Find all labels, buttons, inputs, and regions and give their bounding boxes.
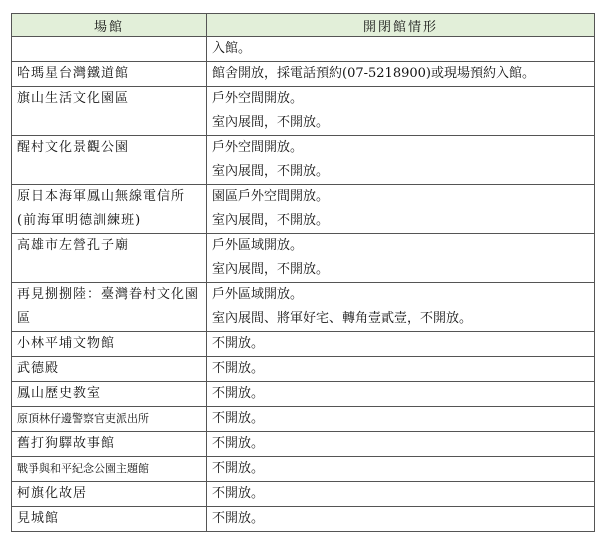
venue-cell: 見城館 [12,507,207,532]
status-cell [207,407,595,432]
status-line: 戶外區域開放。 [212,238,304,253]
status-line: 不開放。 [212,411,265,426]
venue-cell: 柯旗化故居 [12,482,207,507]
status-cell [207,87,595,136]
venue-cell: 原頂林仔邊警察官吏派出所 [12,407,207,432]
venue-cell: 再見捌捌陸：臺灣眷村文化園區 [12,283,207,332]
status-cell [207,432,595,457]
venue-cell: 鳳山歷史教室 [12,382,207,407]
table-row [12,432,595,457]
table-header-row [12,14,595,37]
status-line: 室內展間，不開放。 [212,262,330,277]
table-row [12,457,595,482]
status-line: 不開放。 [212,386,265,401]
venue-cell: 戰爭與和平紀念公園主題館 [12,457,207,482]
venue-column-header: 場館 [12,14,207,37]
status-line: 室內展間，不開放。 [212,115,330,130]
status-line: 戶外區域開放。 [212,287,304,302]
status-cell [207,62,595,87]
table-row [12,482,595,507]
venue-cell: 武德殿 [12,357,207,382]
table-row [12,37,595,62]
table-row [12,62,595,87]
status-cell [207,382,595,407]
venue-status-table [11,13,595,532]
status-cell [207,357,595,382]
table-row [12,332,595,357]
status-line: 不開放。 [212,361,265,376]
table-row [12,283,595,332]
status-line: 不開放。 [212,336,265,351]
table-row [12,234,595,283]
status-line: 戶外空間開放。 [212,91,304,106]
status-cell [207,234,595,283]
status-line: 不開放。 [212,511,265,526]
status-cell [207,482,595,507]
status-column-header: 開閉館情形 [207,14,595,37]
status-line: 入館。 [212,41,252,56]
venue-cell: 哈瑪星台灣鐵道館 [12,62,207,87]
status-cell [207,185,595,234]
venue-cell: 高雄市左營孔子廟 [12,234,207,283]
venue-cell: 舊打狗驛故事館 [12,432,207,457]
venue-cell: 醒村文化景觀公園 [12,136,207,185]
status-cell [207,507,595,532]
status-line: 館舍開放，採電話預約(07-5218900)或現場預約入館。 [212,66,535,81]
status-line: 園區戶外空間開放。 [212,189,330,204]
status-cell [207,136,595,185]
table-row [12,136,595,185]
table-row [12,357,595,382]
venue-cell [12,37,207,62]
status-line: 戶外空間開放。 [212,140,304,155]
table-row [12,87,595,136]
venue-cell: 原日本海軍鳳山無線電信所(前海軍明德訓練班) [12,185,207,234]
status-cell [207,332,595,357]
table-row [12,382,595,407]
status-line: 室內展間，不開放。 [212,164,330,179]
venue-cell: 小林平埔文物館 [12,332,207,357]
status-line: 不開放。 [212,436,265,451]
status-line: 室內展間，不開放。 [212,213,330,228]
table-row [12,507,595,532]
status-line: 室內展間、將軍好宅、轉角壹貳壹，不開放。 [212,311,473,326]
table-row [12,407,595,432]
status-line: 不開放。 [212,486,265,501]
table-row [12,185,595,234]
status-cell [207,283,595,332]
status-cell [207,37,595,62]
venue-cell: 旗山生活文化園區 [12,87,207,136]
status-cell [207,457,595,482]
status-line: 不開放。 [212,461,265,476]
